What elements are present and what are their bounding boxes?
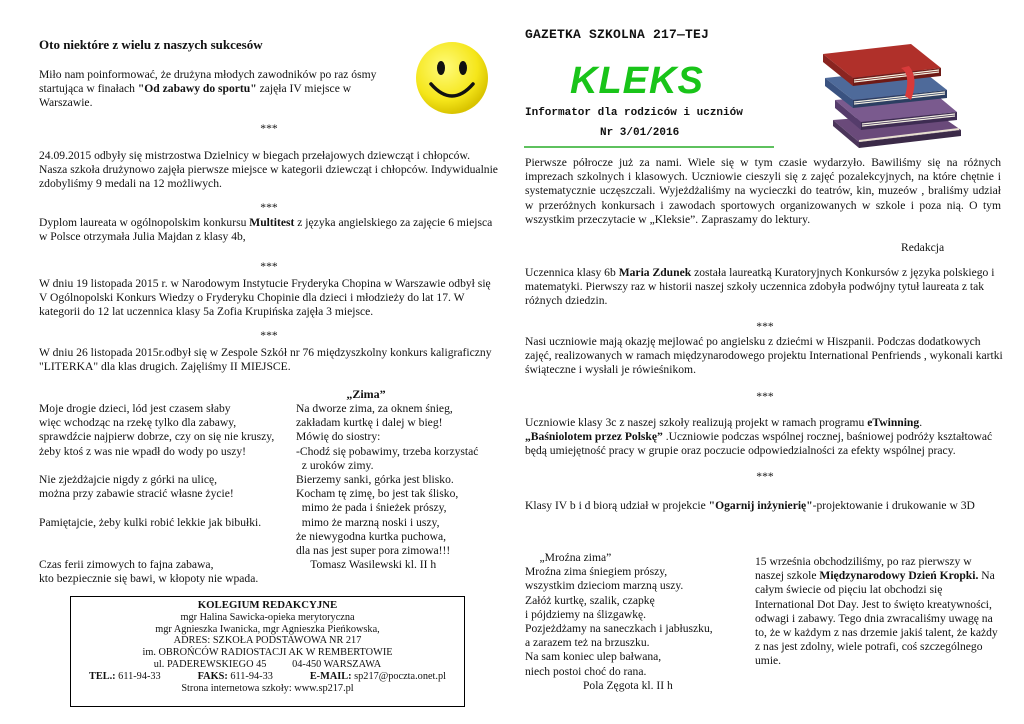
- paragraph-penfriends: Nasi uczniowie mają okazję mejlować po angielsku z dziećmi w Hiszpanii. Podczas dodatkowych zajęć, realizowanych w ramach międzynarodowego projektu International Penfriends , wykonali kartki świąteczne i wysłali je rówieśnikom.: [525, 335, 1003, 377]
- poem-line: -Chodź się pobawimy, trzeba korzystać: [296, 444, 479, 458]
- poem-line: a zarazem też na brzuszku.: [525, 636, 650, 650]
- email: E-MAIL: sp217@poczta.onet.pl: [309, 670, 446, 682]
- editorial-board-line: mgr Halina Sawicka-opieka merytoryczna: [180, 611, 355, 623]
- poem-line: wszystkim dzieciom marzną uszy.: [525, 579, 684, 593]
- poem-line: żeby ktoś z was nie wpadł do wody po uszy!: [39, 444, 247, 458]
- poem-line: Tomasz Wasilewski kl. II h: [296, 558, 437, 572]
- newsletter-header: GAZETKA SZKOLNA 217—TEJ: [525, 27, 710, 42]
- poem-mrozna-zima: [525, 551, 745, 693]
- editorial-board-box: [70, 596, 465, 707]
- poem-line: że niewygodna kurtka puchowa,: [296, 529, 447, 543]
- poem-line: Nie zjeżdżajcie nigdy z górki na ulicę,: [39, 472, 218, 486]
- paragraph-laureate: Uczennica klasy 6b Maria Zdunek została laureatką Kuratoryjnych Konkursów z języka polskiego i matematyki. Pierwszy raz w historii naszej szkoły uczennica zdobyła podwójny tytuł laureata z tak różnych dziedzin.: [525, 266, 995, 308]
- separator: ***: [756, 320, 774, 333]
- poem-line: [39, 530, 301, 544]
- separator: ***: [756, 390, 774, 403]
- paragraph-sport: Miło nam poinformować, że drużyna młodych zawodników po raz ósmy startująca w finałach "Od zabawy do sportu" zajęła IV miejsce w Warszawie.: [39, 68, 377, 110]
- poem-line: Czas ferii zimowych to fajna zabawa,: [39, 558, 214, 572]
- website: Strona internetowa szkoły: www.sp217.pl: [181, 682, 354, 694]
- separator: ***: [260, 329, 278, 342]
- poem-line: [39, 501, 301, 515]
- poem-line: Moje drogie dzieci, lód jest czasem słaby: [39, 402, 231, 415]
- editorial-board-line: mgr Agnieszka Iwanicka, mgr Agnieszka Pieńkowska,: [155, 623, 380, 635]
- poem-line: mimo że pada i śnieżek prószy,: [296, 501, 447, 515]
- poem-line: można przy zabawie stracić własne życie!: [39, 487, 234, 501]
- successes-heading: Oto niektóre z wielu z naszych sukcesów: [39, 37, 263, 52]
- separator: ***: [260, 122, 278, 135]
- poem-line: Pamiętajcie, żeby kulki robić lekkie jak bibułki.: [39, 515, 262, 529]
- school-address: im. OBROŃCÓW RADIOSTACJI AK W REMBERTOWIE: [142, 647, 393, 659]
- poem-line: zakładam kurtkę i dalej w bieg!: [296, 416, 443, 430]
- newsletter-subtitle: Informator dla rodziców i uczniów: [525, 107, 743, 119]
- paragraph-engineering: Klasy IV b i d biorą udział w projekcie "Ogarnij inżynierię"-projektowanie i drukowanie w 3D: [525, 499, 975, 512]
- poem-line: mimo że marzną noski i uszy,: [296, 515, 440, 529]
- paragraph-chopin: W dniu 19 listopada 2015 r. w Narodowym Instytucie Fryderyka Chopina w Warszawie odbył się V Ogólnopolski Konkurs Wiedzy o Fryderyku Chopinie dla dzieci i młodzieży do lat 17. W kategorii do 12 lat uczennica klasy 5a Zofia Krupińska zajęła 3 miejsce.: [39, 277, 491, 319]
- poem-line: sprawdźcie najpierw dobrze, czy on się nie kruszy,: [39, 430, 275, 444]
- poem-line: Pozjeżdżamy na saneczkach i jabłuszku,: [525, 621, 713, 635]
- poem-zima-left: [39, 402, 301, 586]
- poem-line: Kocham tę zimę, bo jest tak ślisko,: [296, 487, 459, 501]
- contact-line: [71, 671, 464, 683]
- signature-redakcja: Redakcja: [901, 241, 945, 254]
- smiley-face-icon: [414, 40, 490, 116]
- divider: [524, 146, 774, 148]
- poem-line: dla nas jest super pora zimowa!!!: [296, 543, 451, 557]
- poem-line: Na sam koniec ulep bałwana,: [525, 650, 662, 664]
- issue-number: Nr 3/01/2016: [600, 127, 680, 139]
- paragraph-etwinning: Uczniowie klasy 3c z naszej szkoły realizują projekt w ramach programu eTwinning. „Baśniolotem przez Polskę” .Uczniowie podczas wspólnej rocznej, baśniowej podróży kształtować będą umiejętność pracy w grupie oraz poczucie odpowiedzialności za efekty wspólnej pracy.: [525, 416, 993, 458]
- intro-paragraph: Pierwsze półrocze już za nami. Wiele się w tym czasie wydarzyło. Bawiliśmy się na różnych imprezach szkolnych i klasowych. Uczniowie cieszyli się z zajęć pozalekcyjnych, na które chętnie i systematycznie uczęszczali. Wyjeżdżaliśmy na wycieczki do teatrów, kin, muzeów , braliśmy udział w przeróżnych konkursach i zawodach sportowych organizowanych w szkole i poza nią. O tym wszystkim przeczytacie w „Kleksie”. Zapraszamy do lektury.: [525, 156, 1001, 226]
- poem-line: Bierzemy sanki, górka jest blisko.: [296, 472, 454, 486]
- poem-line: Pola Zęgota kl. II h: [525, 678, 673, 692]
- book-stack-icon: [815, 38, 965, 150]
- separator: ***: [756, 470, 774, 483]
- poem-line: Załóż kurtkę, szalik, czapkę: [525, 593, 655, 607]
- separator: ***: [260, 260, 278, 273]
- poem-line: niech postoi choć do rana.: [525, 664, 647, 678]
- poem-line: kto bezpiecznie się bawi, w kłopoty nie wpada.: [39, 572, 259, 586]
- poem-line: z uroków zimy.: [296, 458, 374, 472]
- paragraph-literka: W dniu 26 listopada 2015r.odbył się w Zespole Szkół nr 76 międzyszkolny konkurs kaligraficzny "LITERKA" dla klas drugich. Zajęliśmy II MIEJSCE.: [39, 346, 492, 374]
- poem-line: i pójdziemy na ślizgawkę.: [525, 607, 647, 621]
- fax: FAKS: 611-94-33: [197, 670, 273, 682]
- poem-line: Na dworze zima, za oknem śnieg,: [296, 402, 453, 415]
- editorial-board-title: KOLEGIUM REDAKCYJNE: [197, 599, 338, 611]
- poem-line: Mówię do siostry:: [296, 430, 381, 444]
- paragraph-multitest: Dyplom laureata w ogólnopolskim konkursu Multitest z języka angielskiego za zajęcie 6 miejsca w Polsce otrzymała Julia Majdan z klasy 4b,: [39, 216, 493, 244]
- school-address: ADRES: SZKOŁA PODSTAWOWA NR 217: [173, 635, 362, 647]
- poem-zima-right: [296, 402, 506, 572]
- poem-line: Mroźna zima śniegiem prószy,: [525, 565, 668, 579]
- newsletter-title: KLEKS: [570, 60, 704, 102]
- paragraph-dot-day: 15 września obchodziliśmy, po raz pierwszy w naszej szkole Międzynarodowy Dzień Kropki. Na całym świecie od pięciu lat obchodzi się International Dot Day. Jest to święto kreatywności, odwagi i zabawy. Tego dnia zwracaliśmy uwagę na to, że w każdym z nas drzemie jakiś talent, że każdy z nas jest zdolny, wiele potrafi, coś szczególnego umie.: [755, 555, 998, 668]
- separator: ***: [260, 201, 278, 214]
- poem-line: [39, 544, 301, 558]
- poem-line: więc wchodząc na rzekę tylko dla zabawy,: [39, 416, 237, 430]
- school-address: ul. PADEREWSKIEGO 45 04-450 WARSZAWA: [153, 658, 382, 670]
- paragraph-cross-country: 24.09.2015 odbyły się mistrzostwa Dzielnicy w biegach przełajowych dziewcząt i chłopców. Nasza szkoła drużynowo zajęła pierwsze miejsce w kategorii dziewcząt i chłopców. Indywidualnie zdobyliśmy 9 medali na 12 możliwych.: [39, 149, 498, 191]
- phone: TEL.: 611-94-33: [89, 670, 161, 682]
- poem-zima-title: „Zima”: [346, 387, 386, 401]
- poem-line: „Mroźna zima”: [525, 551, 612, 564]
- poem-line: [39, 459, 301, 473]
